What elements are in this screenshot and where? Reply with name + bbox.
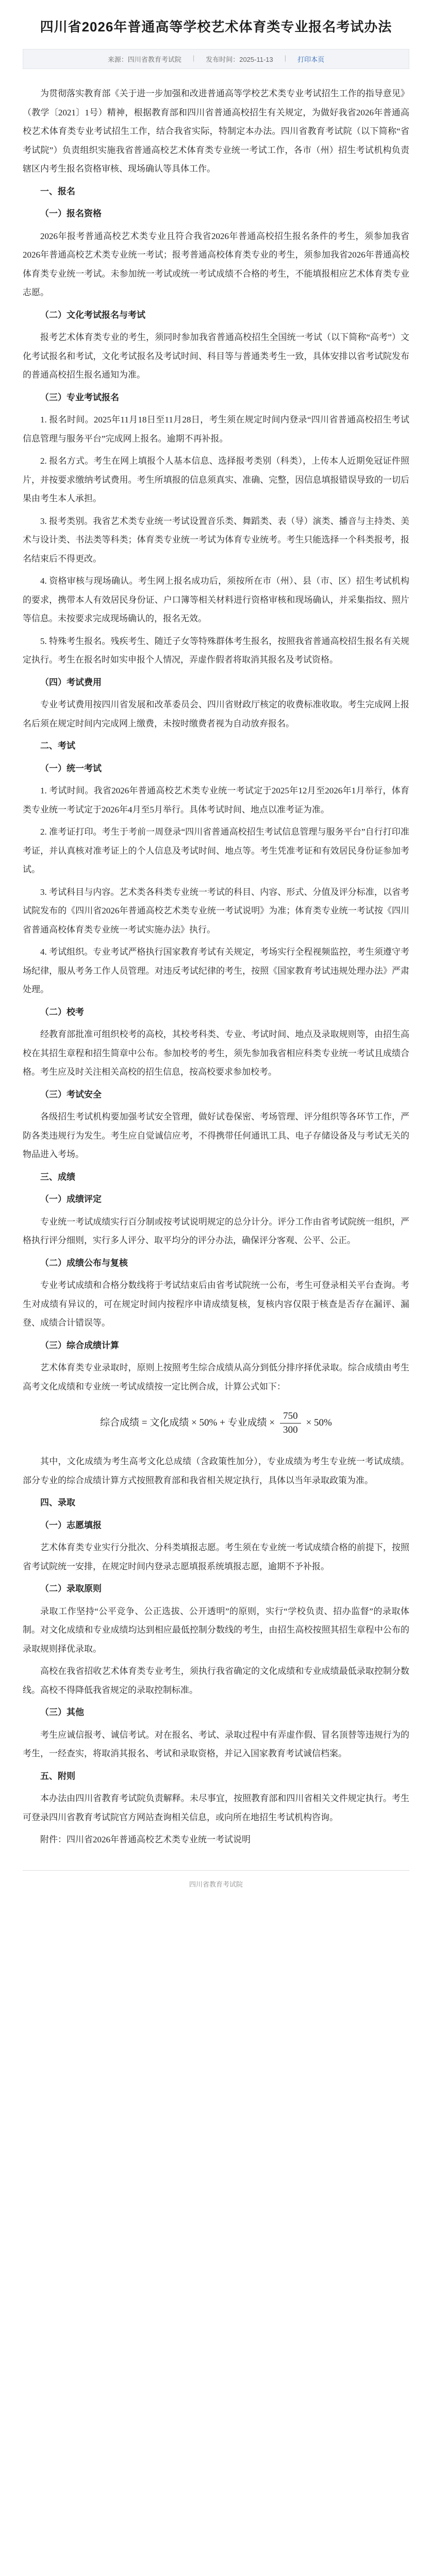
paragraph: 各级招生考试机构要加强考试安全管理，做好试卷保密、考场管理、评分组织等各环节工作，严防各类违规行为发生。考生应自觉诚信应考，不得携带任何通讯工具、电子存储设备及与考试无关的物品进入考场。 [23, 1112, 409, 1159]
fraction-denominator: 300 [283, 1425, 298, 1435]
section-heading: 四、录取 [40, 1498, 75, 1507]
subsection-heading: （二）校考 [40, 1007, 84, 1017]
section-heading: 一、报名 [40, 186, 75, 196]
publish-date: 发布时间：2025-11-13 [206, 56, 273, 63]
formula-fraction [280, 1410, 301, 1437]
source-label: 来源：四川省教育考试院 [107, 56, 181, 63]
paragraph: 2026年报考普通高校艺术类专业且符合我省2026年普通高校招生报名条件的考生，须参加我省2026年普通高校艺术类专业统一考试；报考普通高校体育类专业的考生，须参加我省2026年普通高校体育类专业统一考试。未参加统一考试或统一考试成绩不合格的考生，不能填报相应艺术体育类专业志愿。 [23, 231, 409, 297]
paragraph: 4. 资格审核与现场确认。考生网上报名成功后，须按所在市（州）、县（市、区）招生考试机构的要求，携带本人有效居民身份证、户口簿等相关材料进行资格审核和现场确认，并采集指纹、照片等信息。未按要求完成现场确认的，报名无效。 [23, 576, 409, 623]
fraction-numerator: 750 [280, 1410, 301, 1423]
formula-right: × 50% [306, 1417, 332, 1429]
paragraph: 艺术体育类专业录取时，原则上按照考生综合成绩从高分到低分排序择优录取。综合成绩由考生高考文化成绩和专业统一考试成绩按一定比例合成，计算公式如下： [23, 1363, 409, 1392]
section-heading: 三、成绩 [40, 1172, 75, 1182]
subsection-heading: （一）成绩评定 [40, 1194, 102, 1204]
subsection-heading: （二）成绩公布与复核 [40, 1258, 128, 1268]
formula-left: 综合成绩 = 文化成绩 × 50% + 专业成绩 × [100, 1417, 275, 1429]
paragraph: 附件：四川省2026年普通高校艺术类专业统一考试说明 [40, 1835, 251, 1844]
paragraph: 其中，文化成绩为考生高考文化总成绩（含政策性加分），专业成绩为考生专业统一考试成绩。部分专业的综合成绩计算方式按照教育部和我省相关规定执行，具体以当年录取政策为准。 [23, 1456, 409, 1485]
paragraph: 录取工作坚持“公平竞争、公正选拔、公开透明”的原则，实行“学校负责、招办监督”的录取体制。对文化成绩和专业成绩均达到相应最低控制分数线的考生，由招生高校按照其招生章程中公布的录取规则择优录取。 [23, 1606, 409, 1654]
subsection-heading: （三）综合成绩计算 [40, 1340, 119, 1350]
paragraph: 艺术体育类专业实行分批次、分科类填报志愿。考生须在专业统一考试成绩合格的前提下，按照省考试院统一安排，在规定时间内登录志愿填报系统填报志愿，逾期不予补报。 [23, 1543, 409, 1571]
article-body [23, 84, 409, 1850]
paragraph: 报考艺术体育类专业的考生，须同时参加我省普通高校招生全国统一考试（以下简称“高考”）文化考试报名和考试，文化考试报名及考试时间、科目等与普通类考生一致，具体安排以省考试院发布的普通高校招生报名通知为准。 [23, 332, 409, 380]
paragraph: 专业考试费用按四川省发展和改革委员会、四川省财政厅核定的收费标准收取。考生完成网上报名后须在规定时间内完成网上缴费，未按时缴费者视为自动放弃报名。 [23, 700, 409, 728]
section-heading: 五、附则 [40, 1771, 75, 1781]
paragraph: 4. 考试组织。专业考试严格执行国家教育考试有关规定，考场实行全程视频监控，考生须遵守考场纪律，服从考务工作人员管理。对违反考试纪律的考生，按照《国家教育考试违规处理办法》严肃处理。 [23, 947, 409, 994]
page-footer: 四川省教育考试院 [23, 1870, 409, 1889]
page-title: 四川省2026年普通高等学校艺术体育类专业报名考试办法 [40, 19, 392, 35]
meta-separator: | [192, 54, 195, 62]
paragraph: 专业考试成绩和合格分数线将于考试结束后由省考试院统一公布，考生可登录相关平台查询。考生对成绩有异议的，可在规定时间内按程序申请成绩复核，复核内容仅限于核查是否存在漏评、漏登、成绩合计错误等。 [23, 1280, 409, 1328]
paragraph: 1. 报名时间。2025年11月18日至11月28日，考生须在规定时间内登录“四川省普通高校招生考试信息管理与服务平台”完成网上报名。逾期不再补报。 [23, 415, 409, 444]
paragraph: 3. 报考类别。我省艺术类专业统一考试设置音乐类、舞蹈类、表（导）演类、播音与主持类、美术与设计类、书法类等科类；体育类专业统一考试为体育专业统考。考生只能选择一个科类报考，报名结束后不得更改。 [23, 516, 409, 564]
paragraph: 2. 报名方式。考生在网上填报个人基本信息、选择报考类别（科类），上传本人近期免冠证件照片，并按要求缴纳考试费用。考生所填报的信息须真实、准确、完整，因信息填报错误导致的一切后果由考生本人承担。 [23, 456, 409, 503]
paragraph: 1. 考试时间。我省2026年普通高校艺术类专业统一考试定于2025年12月至2026年1月举行，体育类专业统一考试定于2026年4月至5月举行。具体考试时间、地点以准考证为准。 [23, 786, 409, 815]
subsection-heading: （三）其他 [40, 1707, 84, 1717]
subsection-heading: （一）报名资格 [40, 209, 102, 218]
subsection-heading: （二）文化考试报名与考试 [40, 310, 145, 320]
section-heading: 二、考试 [40, 741, 75, 751]
paragraph: 专业统一考试成绩实行百分制或按考试说明规定的总分计分。评分工作由省考试院统一组织，严格执行评分细则，实行多人评分、取平均分的评分办法，确保评分客观、公平、公正。 [23, 1216, 409, 1245]
article-meta [23, 49, 409, 69]
paragraph: 高校在我省招收艺术体育类专业考生，须执行我省确定的文化成绩和专业成绩最低录取控制分数线。高校不得降低我省规定的录取控制标准。 [23, 1666, 409, 1695]
paragraph: 3. 考试科目与内容。艺术类各科类专业统一考试的科目、内容、形式、分值及评分标准，以省考试院发布的《四川省2026年普通高校艺术类专业统一考试说明》为准；体育类专业统一考试按《四川省普通高校体育类专业统一考试实施办法》执行。 [23, 887, 409, 935]
subsection-heading: （二）录取原则 [40, 1584, 102, 1594]
paragraph: 为贯彻落实教育部《关于进一步加强和改进普通高等学校艺术类专业考试招生工作的指导意见》（教学〔2021〕1号）精神，根据教育部和四川省普通高校招生有关规定，为做好我省2026年普通高校艺术体育类专业考试招生工作，结合我省实际，特制定本办法。四川省教育考试院（以下简称“省考试院”）负责组织实施我省普通高校艺术体育类专业统一考试工作，各市（州）招生考试机构负责辖区内考生报名资格审核、现场确认等具体工作。 [23, 89, 409, 174]
paragraph: 本办法由四川省教育考试院负责解释。未尽事宜，按照教育部和四川省相关文件规定执行。考生可登录四川省教育考试院官方网站查询相关信息，或向所在地招生考试机构咨询。 [23, 1793, 409, 1822]
paragraph: 考生应诚信报考、诚信考试。对在报名、考试、录取过程中有弄虚作假、冒名顶替等违规行为的考生，一经查实，将取消其报名、考试和录取资格，并记入国家教育考试诚信档案。 [23, 1730, 409, 1758]
subsection-heading: （四）考试费用 [40, 677, 102, 687]
subsection-heading: （一）统一考试 [40, 763, 102, 773]
subsection-heading: （三）考试安全 [40, 1089, 102, 1099]
print-link[interactable]: 打印本页 [297, 56, 325, 63]
paragraph: 5. 特殊考生报名。残疾考生、随迁子女等特殊群体考生报名，按照我省普通高校招生报名有关规定执行。考生在报名时如实申报个人情况，弄虚作假者将取消其报名及考试资格。 [23, 636, 409, 665]
paragraph: 2. 准考证打印。考生于考前一周登录“四川省普通高校招生考试信息管理与服务平台”自行打印准考证，并认真核对准考证上的个人信息及考试时间、地点等。考生凭准考证和有效居民身份证参加考试。 [23, 827, 409, 874]
meta-separator: | [284, 54, 287, 62]
subsection-heading: （三）专业考试报名 [40, 392, 119, 402]
score-formula [23, 1410, 409, 1437]
subsection-heading: （一）志愿填报 [40, 1520, 102, 1530]
paragraph: 经教育部批准可组织校考的高校，其校考科类、专业、考试时间、地点及录取规则等，由招生高校在其招生章程和招生简章中公布。参加校考的考生，须先参加我省相应科类专业统一考试且成绩合格。考生应及时关注相关高校的招生信息，按高校要求参加校考。 [23, 1029, 409, 1077]
